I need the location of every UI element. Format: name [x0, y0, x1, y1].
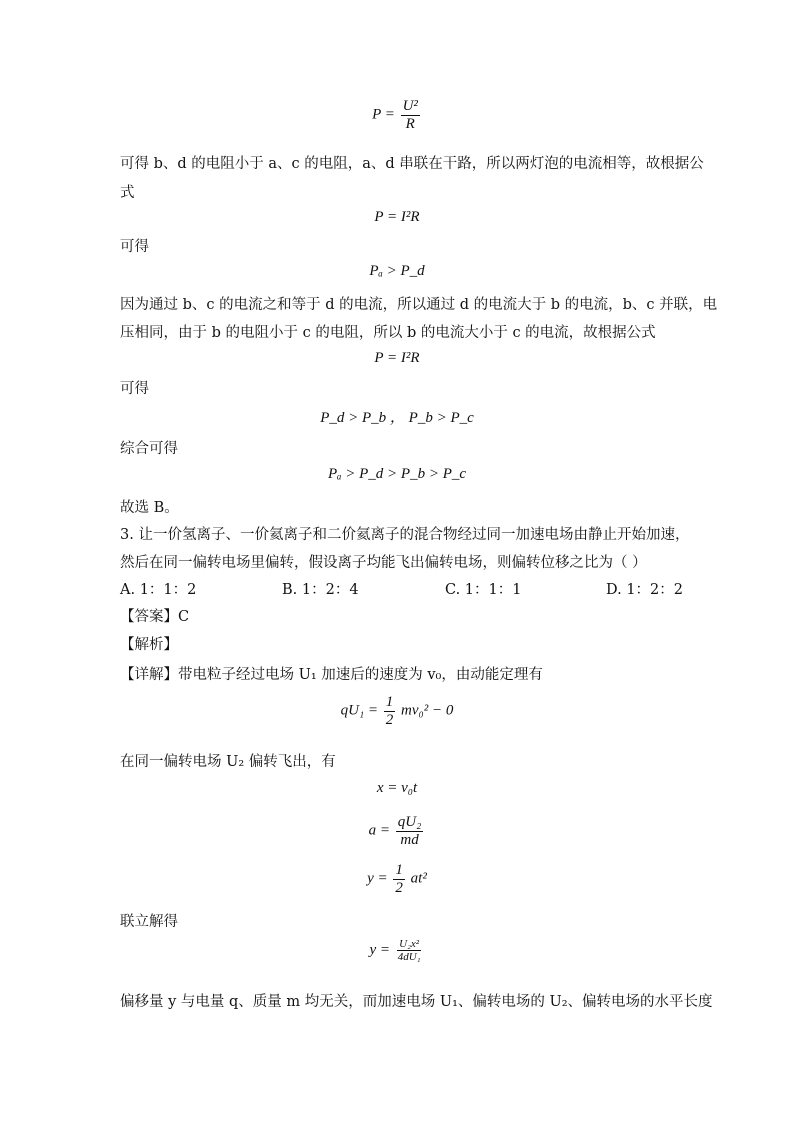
equation-power-i2r: P = I²R	[374, 350, 420, 366]
numerator: qU₂	[397, 814, 422, 830]
answer-line: 【答案】C	[120, 609, 190, 625]
eq-rhs: mv₀² − 0	[401, 702, 454, 719]
paragraph-line: 在同一偏转电场 U₂ 偏转飞出，有	[120, 754, 336, 770]
paragraph-line: 故选 B。	[120, 500, 179, 516]
equation-final-y	[0, 938, 794, 963]
equation-displacement	[0, 862, 794, 896]
paragraph-line: 综合可得	[120, 441, 178, 457]
option-d: D. 1：2：2	[606, 582, 684, 598]
paragraph-line: 联立解得	[120, 914, 178, 930]
question-3-line: 然后在同一偏转电场里偏转，假设离子均能飞出偏转电场，则偏转位移之比为（ ）	[120, 555, 647, 571]
option-b: B. 1：2：4	[282, 582, 359, 598]
eq-lhs: y =	[369, 942, 390, 959]
eq-lhs: P =	[372, 106, 395, 123]
denominator: 2	[385, 711, 394, 728]
paragraph-line: 偏移量 y 与电量 q、质量 m 均无关，而加速电场 U₁、偏转电场的 U₂、偏转电场的水平长度	[120, 994, 713, 1010]
paragraph-line: 可得 b、d 的电阻小于 a、c 的电阻，a、d 串联在干路，所以两灯泡的电流相等，故根据公	[120, 156, 704, 172]
eq-lhs: y =	[367, 870, 388, 887]
numerator: 1	[395, 862, 403, 878]
fraction	[396, 814, 424, 848]
equation-kinetic-energy	[0, 694, 794, 728]
paragraph-line: 因为通过 b、c 的电流之和等于 d 的电流，所以通过 d 的电流大于 b 的电流，b、c 并联，电	[120, 297, 718, 313]
numerator: 1	[385, 694, 394, 710]
equation-power-u2-r	[0, 98, 794, 132]
equation-x-v0t: x = v₀t	[376, 780, 418, 796]
denominator: R	[405, 115, 415, 132]
equation-acceleration	[0, 814, 794, 848]
fraction	[384, 694, 396, 728]
equation-inequalities: P_d > P_b ， P_b > P_c	[320, 410, 474, 426]
option-c: C. 1：1：1	[445, 582, 522, 598]
paragraph-line: 可得	[120, 239, 149, 255]
paragraph-line: 可得	[120, 381, 149, 397]
denominator: 2	[395, 879, 403, 896]
paragraph-line: 式	[120, 185, 135, 201]
eq-lhs: qU₁ =	[340, 702, 379, 719]
numerator: U²	[402, 98, 418, 114]
denominator: md	[400, 831, 419, 848]
eq-lhs: a =	[368, 822, 391, 839]
denominator: 4dU₁	[397, 951, 421, 964]
equation-combined: Pₐ > P_d > P_b > P_c	[327, 466, 467, 482]
numerator: U₂x²	[399, 938, 420, 950]
analysis-heading: 【解析】	[120, 637, 178, 653]
equation-power-i2r: P = I²R	[374, 209, 420, 225]
equation-pa-gt-pd: Pₐ > P_d	[369, 263, 425, 279]
paragraph-line: 压相同，由于 b 的电阻小于 c 的电阻，所以 b 的电流大小于 c 的电流，故根据公式	[120, 325, 656, 341]
fraction	[396, 938, 423, 963]
fraction	[401, 98, 420, 132]
question-3-line: 3. 让一价氢离子、一价氦离子和二价氦离子的混合物经过同一加速电场由静止开始加速，	[120, 527, 690, 543]
detail-line: 【详解】带电粒子经过电场 U₁ 加速后的速度为 v₀，由动能定理有	[120, 667, 543, 683]
option-a: A. 1：1：2	[120, 582, 197, 598]
fraction	[393, 862, 405, 896]
eq-rhs: at²	[410, 870, 427, 887]
